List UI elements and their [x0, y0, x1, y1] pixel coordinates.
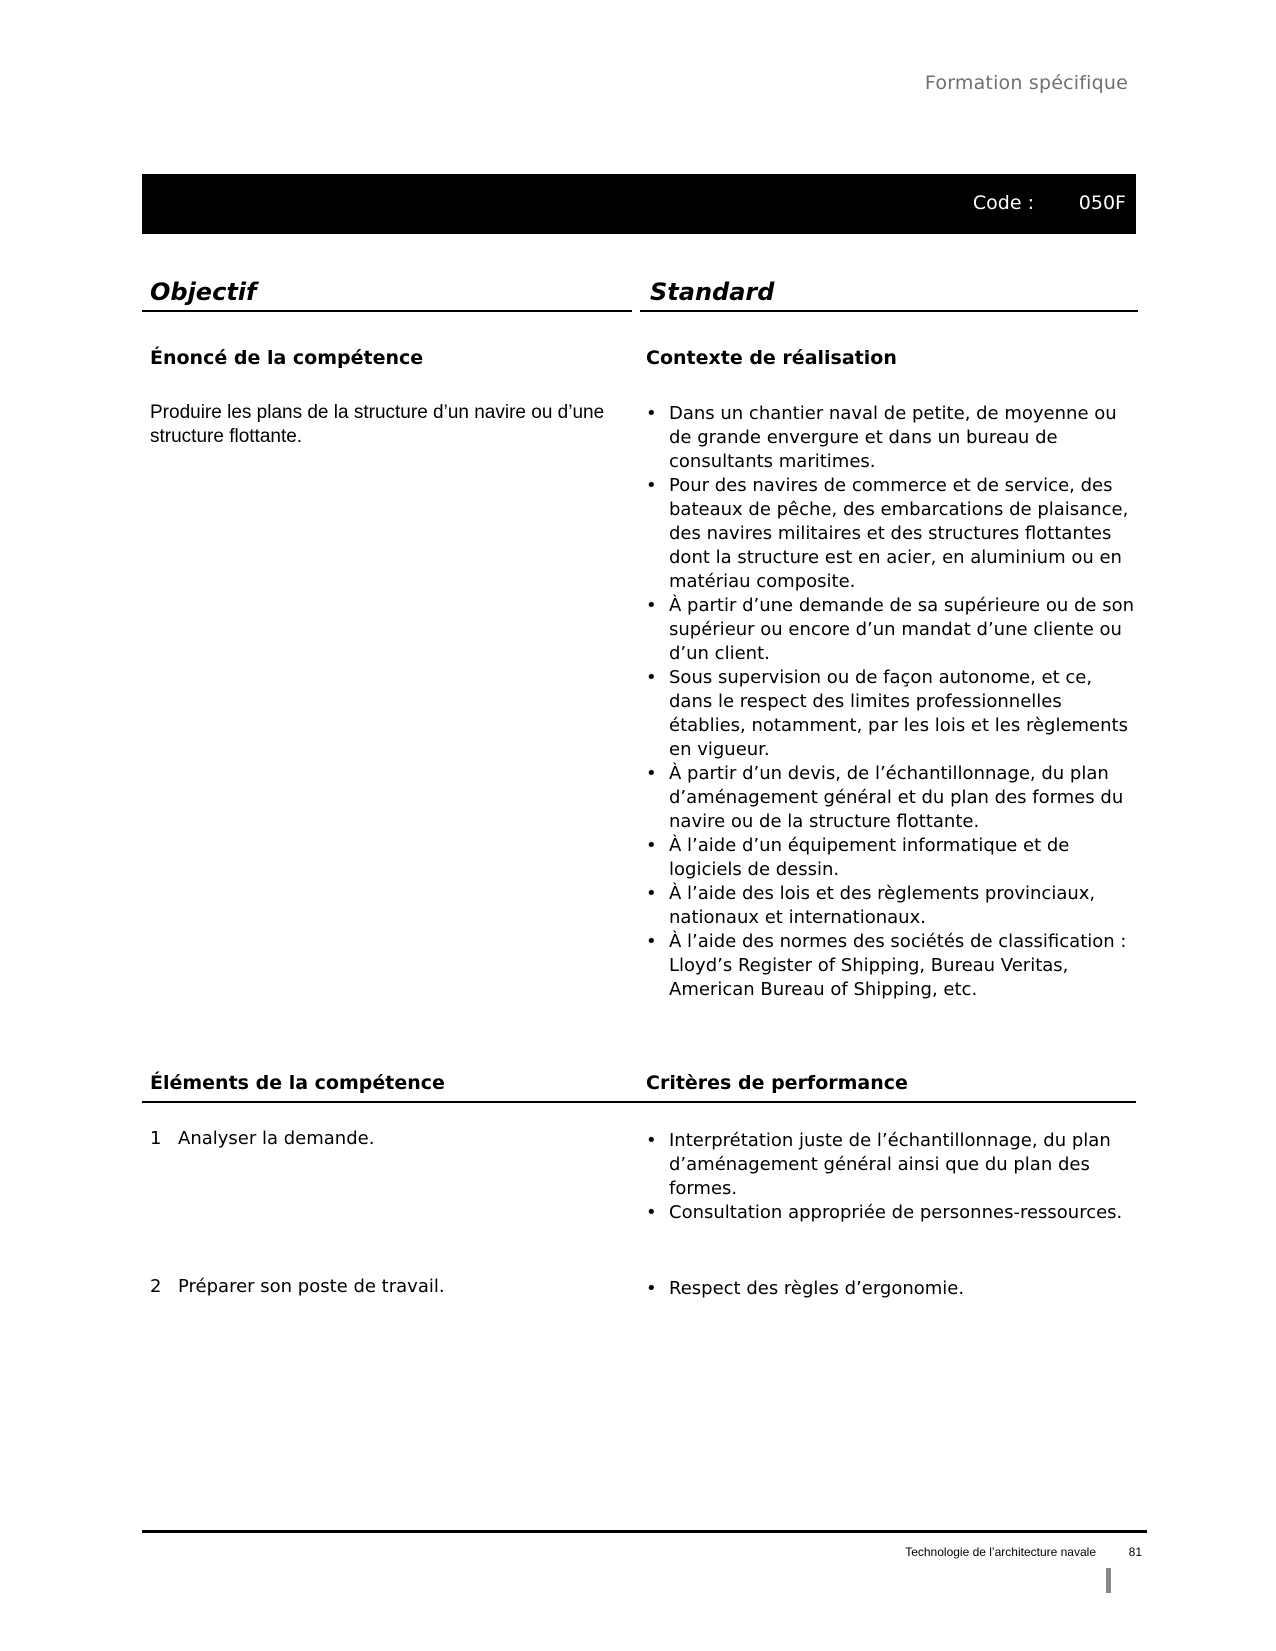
footer-mark: [1106, 1568, 1111, 1593]
contexte-item: • À l’aide des normes des sociétés de classification : Lloyd’s Register of Shipping, Bureau Veritas, American Bureau of Shipping, etc.: [646, 930, 1136, 1002]
column-heading-standard: Standard: [640, 278, 1138, 312]
running-header: Formation spécifique: [924, 72, 1128, 94]
enonce-title: Énoncé de la compétence: [150, 347, 424, 369]
column-heading-objectif: Objectif: [142, 278, 632, 312]
contexte-item: • À l’aide des lois et des règlements provinciaux, nationaux et internationaux.: [646, 882, 1136, 930]
footer-title: Technologie de l’architecture navale: [905, 1545, 1096, 1559]
contexte-item: • Dans un chantier naval de petite, de moyenne ou de grande envergure et dans un bureau de consultants maritimes.: [646, 402, 1136, 474]
footer-rule: [142, 1530, 1147, 1533]
element-number: 1: [150, 1128, 162, 1149]
element-text: Analyser la demande.: [178, 1128, 375, 1149]
code-label: Code :: [972, 192, 1034, 214]
contexte-list: [646, 402, 1136, 1002]
elements-title: Éléments de la compétence: [150, 1072, 445, 1094]
critere-item: • Respect des règles d’ergonomie.: [646, 1277, 1136, 1301]
contexte-item: • À partir d’une demande de sa supérieure ou de son supérieur ou encore d’un mandat d’une cliente ou d’un client.: [646, 594, 1136, 666]
critere-item: • Interprétation juste de l’échantillonnage, du plan d’aménagement général ainsi que du plan des formes.: [646, 1129, 1136, 1201]
element-number: 2: [150, 1276, 162, 1297]
criteres-list: [646, 1277, 1136, 1301]
criteres-title: Critères de performance: [646, 1072, 908, 1094]
contexte-item: • À partir d’un devis, de l’échantillonnage, du plan d’aménagement général et du plan des formes du navire ou de la structure flottante.: [646, 762, 1136, 834]
critere-item: • Consultation appropriée de personnes-ressources.: [646, 1201, 1136, 1225]
element-item: [150, 1128, 374, 1149]
contexte-title: Contexte de réalisation: [646, 347, 897, 369]
element-text: Préparer son poste de travail.: [178, 1276, 445, 1297]
competence-statement: Produire les plans de la structure d’un navire ou d’une structure flottante.: [150, 402, 605, 447]
section-divider: [142, 1101, 1136, 1103]
code-bar: [142, 174, 1136, 234]
element-item: [150, 1276, 445, 1297]
contexte-item: • Pour des navires de commerce et de service, des bateaux de pêche, des embarcations de plaisance, des navires militaires et des structures flottantes dont la structure est en acier, en aluminium ou en matériau composite.: [646, 474, 1136, 594]
contexte-item: • À l’aide d’un équipement informatique et de logiciels de dessin.: [646, 834, 1136, 882]
criteres-list: [646, 1129, 1136, 1225]
contexte-item: • Sous supervision ou de façon autonome, et ce, dans le respect des limites professionnelles établies, notamment, par les lois et les règlements en vigueur.: [646, 666, 1136, 762]
page-number: 81: [1128, 1545, 1142, 1559]
code-value: 050F: [1078, 192, 1126, 214]
